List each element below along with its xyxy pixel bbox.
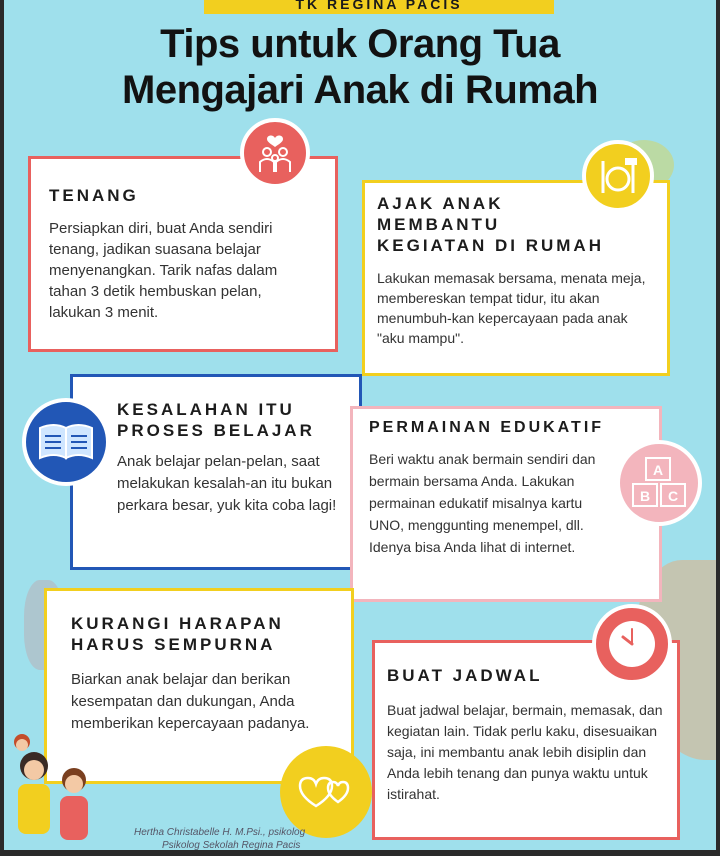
tip-body: Anak belajar pelan-pelan, saat melakukan kesalah-an itu bukan perkara besar, yuk kita coba lagi! bbox=[117, 453, 337, 514]
kitchen-utensils-icon bbox=[582, 140, 654, 212]
clock-icon bbox=[592, 604, 672, 684]
tip-body: Beri waktu anak bermain sendiri dan bermain bersama Anda. Lakukan permainan edukatif misalnya kartu UNO, menggunting menempel, dll. Idenya bisa Anda lihat di internet. bbox=[369, 451, 596, 555]
tip-card-tenang bbox=[28, 156, 338, 352]
page-title: Tips untuk Orang Tua bbox=[160, 22, 560, 66]
tip-title: KURANGI HARAPAN HARUS SEMPURNA bbox=[71, 614, 284, 654]
credit bbox=[134, 826, 305, 850]
block-letter-a: A bbox=[652, 462, 664, 478]
tip-title: TENANG bbox=[49, 186, 139, 205]
infographic bbox=[4, 0, 716, 850]
open-book-icon bbox=[22, 398, 110, 486]
tip-title: PERMAINAN EDUKATIF bbox=[369, 419, 605, 436]
tip-body: Lakukan memasak bersama, menata meja, membereskan tempat tidur, itu akan menumbuh-kan kepercayaan pada anak "aku mampu". bbox=[377, 270, 646, 346]
tip-card-kesalahan bbox=[70, 374, 362, 570]
tip-title: AJAK ANAK MEMBANTU KEGIATAN DI RUMAH bbox=[377, 194, 604, 255]
credit-role: Psikolog Sekolah Regina Pacis bbox=[162, 840, 301, 850]
tip-card-permainan bbox=[350, 406, 662, 602]
family-heart-icon bbox=[240, 118, 310, 188]
abc-blocks-icon bbox=[616, 440, 702, 526]
tip-body: Biarkan anak belajar dan berikan kesempatan dan dukungan, Anda memberikan kepercayaan padanya. bbox=[71, 671, 310, 732]
block-letter-c: C bbox=[667, 488, 679, 504]
tip-title: BUAT JADWAL bbox=[387, 666, 543, 685]
children-illustration bbox=[4, 730, 114, 850]
hearts-icon bbox=[280, 746, 372, 838]
tip-body: Persiapkan diri, buat Anda sendiri tenang, jadikan suasana belajar menyenangkan. Tarik nafas dalam tahan 3 detik hembuskan pelan, lakukan 3 menit. bbox=[49, 220, 278, 321]
banner: TK REGINA PACIS bbox=[204, 0, 554, 14]
tip-title: KESALAHAN ITU PROSES BELAJAR bbox=[117, 400, 315, 440]
tip-body: Buat jadwal belajar, bermain, memasak, dan kegiatan lain. Tidak perlu kaku, disesuaikan saja, ini membantu anak lebih disiplin dan Anda lebih tenang dan punya waktu untuk istirahat. bbox=[387, 702, 663, 802]
credit-author: Hertha Christabelle H. M.Psi., psikolog bbox=[134, 827, 306, 838]
page-subtitle: Mengajari Anak di Rumah bbox=[122, 68, 598, 112]
block-letter-b: B bbox=[639, 488, 651, 504]
